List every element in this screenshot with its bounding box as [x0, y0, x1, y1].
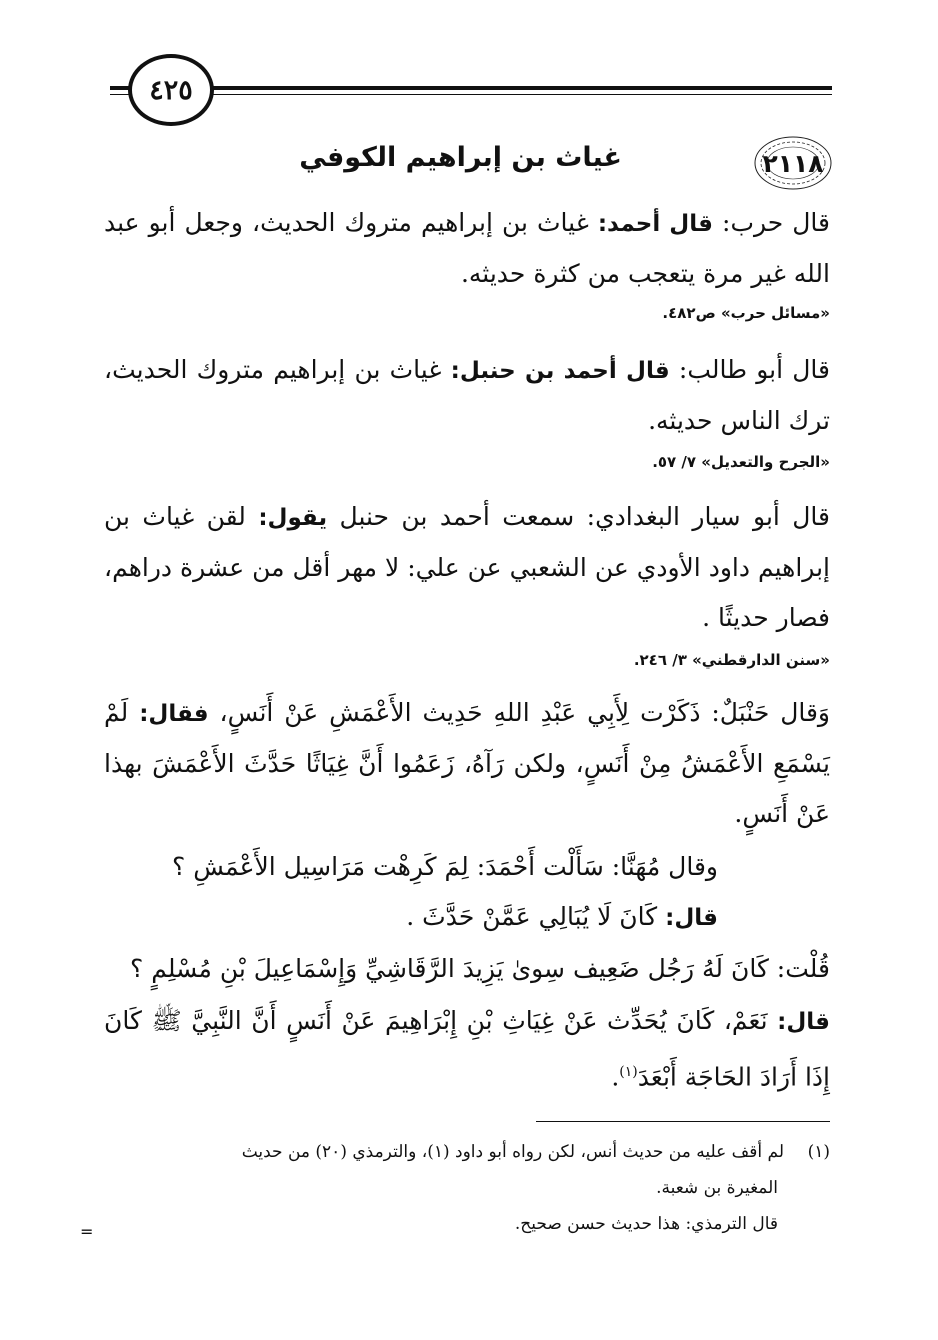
- speaker: قال حرب:: [722, 208, 830, 237]
- header-rule-thin: [110, 94, 832, 95]
- source-text: «الجرح والتعديل» ٧/ ٥٧.: [652, 453, 830, 471]
- quote-text: لَمْ يَسْمَعِ الأَعْمَشُ مِنْ أَنَسٍ، ولكن رَآهُ، زَعَمُوا أَنَّ غِيَاثًا حَدَّثَ الأَعْمَشَ بهذا عَنْ أَنَسٍ.: [104, 698, 830, 828]
- source-text: «مسائل حرب» ص٤٨٢.: [662, 304, 830, 322]
- paragraph-harb: [104, 198, 830, 299]
- entry-number: ٢١١٨: [762, 148, 824, 178]
- end-mark: .: [611, 1062, 620, 1092]
- paragraph-final-answer: [104, 996, 830, 1102]
- footnote-rule: [536, 1121, 830, 1122]
- quote-text: كَانَ لَا يُبَالِي عَمَّنْ حَدَّثَ .: [406, 902, 658, 931]
- paragraph-muhanna: [104, 842, 830, 892]
- quote-text: لقن غياث بن إبراهيم داود الأودي عن الشعبي عن علي: لا مهر أقل من عشرة دراهم، فصار حديثًا .: [104, 502, 830, 632]
- paragraph-hanbal: [104, 688, 830, 839]
- speaker: قال أبو سيار البغدادي: سمعت أحمد بن حنبل: [339, 502, 830, 531]
- quote-text: قُلْت: كَانَ لَهُ رَجُل ضَعِيف سِوىٰ يَزِيدَ الرَّقَاشِيِّ وَإِسْمَاعِيلَ بْنِ مُسْلِمٍ ؟: [130, 954, 830, 983]
- quote-text: غياث بن إبراهيم متروك الحديث، ترك الناس حديثه.: [104, 355, 830, 435]
- source-citation: [104, 649, 830, 671]
- header-rule: [110, 86, 832, 90]
- paragraph-abu-sayyar: [104, 492, 830, 643]
- quote-label: قال:: [665, 905, 718, 931]
- paragraph-question: [104, 944, 830, 994]
- paragraph-answer: [104, 892, 830, 943]
- page-number: ٤٢٥: [128, 54, 214, 126]
- quote-text: غياث بن إبراهيم متروك الحديث، وجعل أبو عبد الله غير مرة يتعجب من كثرة حديثه.: [104, 208, 830, 288]
- quote-text: وَقال حَنْبَلٌ: ذَكَرْت لِأَبِي عَبْدِ اللهِ حَدِيث الأَعْمَشِ عَنْ أَنَسٍ،: [219, 698, 830, 727]
- source-text: «سنن الدارقطني» ٣/ ٢٤٦.: [633, 651, 830, 669]
- quote-text: نَعَمْ، كَانَ يُحَدِّث عَنْ غِيَاثِ بْنِ إِبْرَاهِيمَ عَنْ أَنَسٍ أَنَّ النَّبِيَّ ﷺ كَانَ إِذَا أَرَادَ الحَاجَة أَبْعَدَ: [104, 1006, 830, 1092]
- footnote-ref[interactable]: (١): [619, 1064, 638, 1080]
- quote-label: قال أحمد بن حنبل:: [450, 358, 670, 384]
- quote-label: فقال:: [139, 701, 209, 727]
- footnote-line: قال الترمذي: هذا حديث حسن صحيح.: [514, 1214, 778, 1234]
- quote-label: يقول:: [258, 505, 328, 531]
- speaker: قال أبو طالب:: [678, 355, 830, 384]
- quote-label: قال:: [777, 1009, 830, 1035]
- footnote-line: المغيرة بن شعبة.: [656, 1178, 778, 1198]
- continuation-mark: =: [80, 1222, 94, 1241]
- entry-title: غياث بن إبراهيم الكوفي: [299, 142, 622, 173]
- quote-text: وقال مُهَنَّا: سَأَلْت أَحْمَدَ: لِمَ كَرِهْت مَرَاسِيل الأَعْمَشِ ؟: [172, 852, 718, 881]
- footnote-line: لم أقف عليه من حديث أنس، لكن رواه أبو داود (١)، والترمذي (٢٠) من حديث: [241, 1142, 784, 1162]
- paragraph-abu-talib: [104, 345, 830, 446]
- footnote-marker: (١): [807, 1142, 830, 1162]
- footnotes: [104, 1134, 830, 1242]
- entry-number-badge: [752, 134, 834, 192]
- quote-label: قال أحمد:: [597, 211, 713, 237]
- source-citation: [104, 451, 830, 473]
- source-citation: [104, 302, 830, 324]
